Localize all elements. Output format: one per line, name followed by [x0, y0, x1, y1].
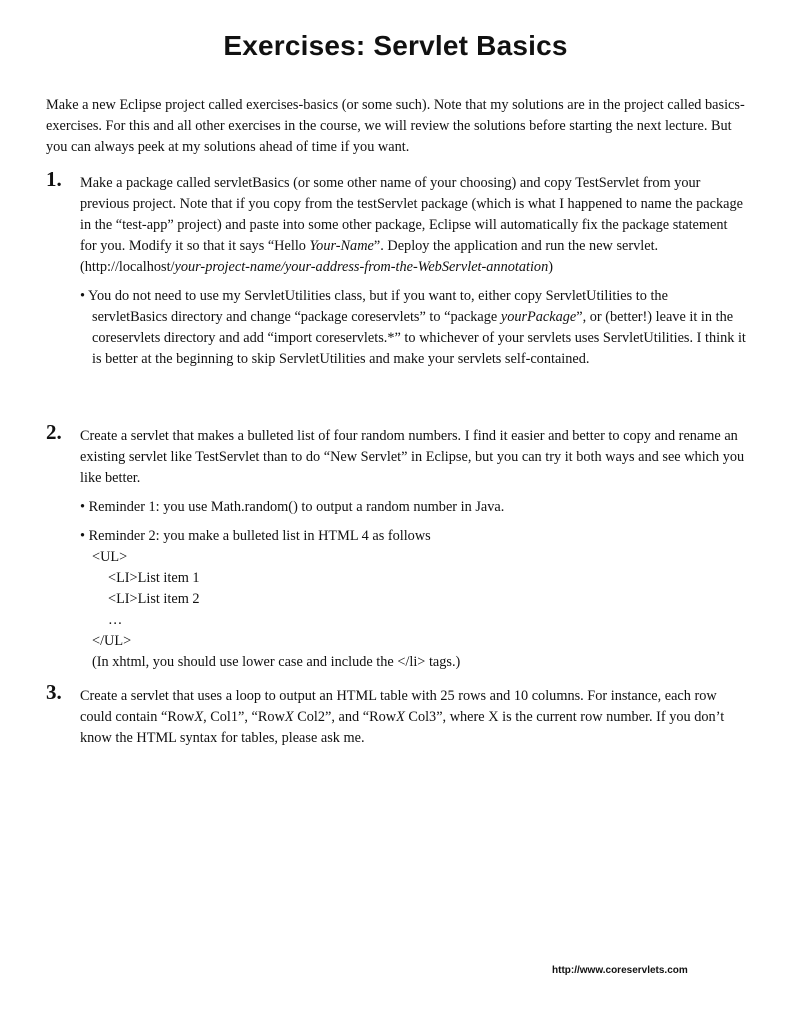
- italic-segment: Your-Name: [309, 238, 374, 254]
- text-segment: Create a servlet that uses a loop to output an HTML table with 25 rows and 10 columns. For instance, each row could contain “Row: [80, 688, 717, 725]
- exercise-1: [46, 167, 746, 370]
- code-line: <LI>List item 1: [108, 570, 200, 586]
- page-title: Exercises: Servlet Basics: [223, 30, 568, 61]
- text-segment: Col2”, and “Row: [293, 709, 397, 725]
- code-line: <UL>: [92, 549, 128, 565]
- exercise-2: [46, 420, 746, 673]
- exercise-number: 1.: [46, 167, 62, 191]
- italic-segment: X: [194, 709, 204, 725]
- text-segment: Make a package called servletBasics (or some other name of your choosing) and copy TestServlet from your previous project. Note that if you copy from the testServlet package (which is what I happened to name the package in the “test-app” project) and paste into some other package, Eclipse will automatically fix the package statement for you. Modify it so that it says “Hello: [80, 175, 743, 254]
- italic-segment: yourPackage: [500, 309, 577, 325]
- text-segment: ): [548, 259, 553, 275]
- exercise-number: 3.: [46, 680, 62, 704]
- reminder-2: [80, 526, 746, 673]
- exercise-3: [46, 680, 746, 749]
- code-line: </UL>: [92, 633, 132, 649]
- text-segment: ”. Deploy the application and run the new servlet. (http://localhost/: [80, 238, 659, 275]
- text-segment: • You do not need to use my ServletUtilities class, but if you want to, either copy ServletUtilities to the servletBasics directory and change “package coreservlets” to “package: [80, 288, 668, 325]
- italic-segment: X: [396, 709, 405, 725]
- italic-segment: X: [284, 709, 294, 725]
- italic-segment: your-project-name/your-address-from-the-WebServlet-annotation: [174, 259, 549, 275]
- code-line: <LI>List item 2: [108, 591, 200, 607]
- exercise-3-text: [80, 686, 746, 749]
- intro-paragraph: Make a new Eclipse project called exercises-basics (or some such). Note that my solutions are in the project called basics-exercises. For this and all other exercises in the course, we will review the solutions before starting the next lecture. But you can always peek at my solutions ahead of time if you want.: [46, 97, 745, 155]
- code-line: …: [108, 612, 123, 628]
- footer-url: http://www.coreservlets.com: [552, 965, 688, 976]
- text-segment: , Col1”, “Row: [203, 709, 285, 725]
- text-segment: ”, or (better!) leave it in the coreservlets directory and add “import coreservlets.*” to whichever of your servlets uses ServletUtilities. I think it is better at the beginning to skip ServletUtilities and make your servlets self-contained.: [92, 309, 746, 367]
- code-note: (In xhtml, you should use lower case and include the </li> tags.): [92, 654, 461, 670]
- text-segment: Col3”, where X is the current row number. If you don’t know the HTML syntax for tables, please ask me.: [80, 709, 725, 746]
- reminder-2-text: • Reminder 2: you make a bulleted list in HTML 4 as follows: [80, 528, 431, 544]
- exercise-number: 2.: [46, 420, 62, 444]
- exercise-2-text: Create a servlet that makes a bulleted list of four random numbers. I find it easier and better to copy and rename an existing servlet like TestServlet than to do “New Servlet” in Eclipse, but you can try it both ways and see which you like better.: [80, 428, 745, 486]
- exercise-1-text: [80, 173, 746, 278]
- reminder-1: • Reminder 1: you use Math.random() to output a random number in Java.: [80, 499, 505, 515]
- exercise-1-bullet: [80, 286, 746, 370]
